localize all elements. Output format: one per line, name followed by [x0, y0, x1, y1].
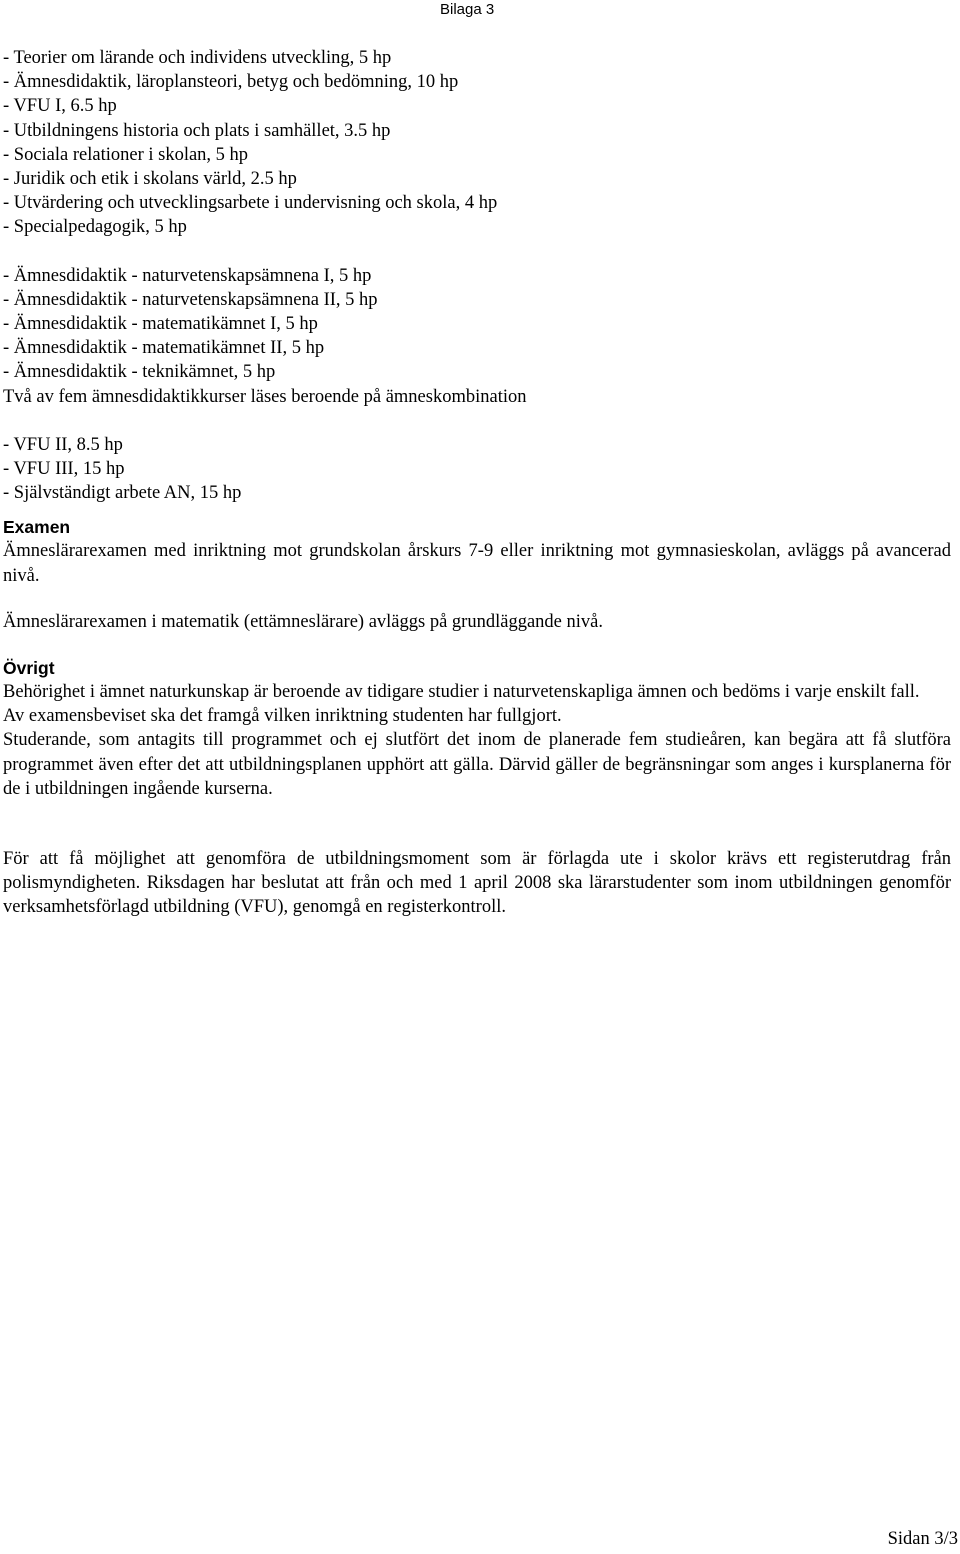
page-number: Sidan 3/3: [887, 1529, 958, 1549]
ovrigt-paragraph: Behörighet i ämnet naturkunskap är beroende av tidigare studier i naturvetenskapliga ämnen och bedöms i varje enskilt fall.: [3, 682, 920, 703]
ovrigt-paragraph: Av examensbeviset ska det framgå vilken inriktning studenten har fullgjort.: [3, 706, 562, 727]
course-item: - Ämnesdidaktik - matematikämnet II, 5 hp: [3, 338, 325, 359]
course-item: - Ämnesdidaktik - naturvetenskapsämnena I, 5 hp: [3, 265, 372, 286]
course-list-didactics: [3, 264, 951, 409]
examen-paragraph: Ämneslärarexamen med inriktning mot grundskolan årskurs 7-9 eller inriktning mot gymnasieskolan, avläggs på avancerad nivå.: [3, 541, 951, 586]
course-item: - Ämnesdidaktik, läroplansteori, betyg och bedömning, 10 hp: [3, 72, 459, 93]
course-item: - Ämnesdidaktik - teknikämnet, 5 hp: [3, 362, 276, 383]
document-body: [3, 46, 951, 920]
course-item: - Ämnesdidaktik - naturvetenskapsämnena II, 5 hp: [3, 289, 378, 310]
course-item: - Specialpedagogik, 5 hp: [3, 217, 187, 238]
course-item: - Utbildningens historia och plats i samhället, 3.5 hp: [3, 120, 391, 141]
course-item: - VFU III, 15 hp: [3, 459, 125, 480]
course-item: - Självständigt arbete AN, 15 hp: [3, 483, 242, 504]
course-item: - Utvärdering och utvecklingsarbete i undervisning och skola, 4 hp: [3, 193, 498, 214]
course-item: - Juridik och etik i skolans värld, 2.5 hp: [3, 169, 297, 190]
examen-heading: Examen: [3, 517, 71, 538]
course-list-general: [3, 46, 951, 240]
appendix-label: Bilaga 3: [440, 1, 495, 18]
course-item: - VFU I, 6.5 hp: [3, 96, 117, 117]
course-item: - Teorier om lärande och individens utveckling, 5 hp: [3, 48, 392, 68]
ovrigt-heading: Övrigt: [3, 658, 55, 679]
ovrigt-paragraph: För att få möjlighet att genomföra de utbildningsmoment som är förlagda ute i skolor krävs ett registerutdrag från polismyndigheten. Riksdagen har beslutat att från och med 1 april 2008 ska lärarstudenter som inom utbildningen genomför verksamhetsförlagd utbildning (VFU), genomgå en registerkontroll.: [3, 849, 951, 918]
course-note: Två av fem ämnesdidaktikkurser läses beroende på ämneskombination: [3, 386, 527, 407]
course-item: - Sociala relationer i skolan, 5 hp: [3, 144, 249, 165]
ovrigt-paragraph: Studerande, som antagits till programmet och ej slutfört det inom de planerade fem studieåren, kan begära att få slutföra programmet även efter det att utbildningsplanen upphört att gälla. Därvid gäller de begränsningar som anges i kursplanerna för de i utbildningen ingående kurserna.: [3, 730, 951, 799]
course-item: - Ämnesdidaktik - matematikämnet I, 5 hp: [3, 314, 318, 335]
course-item: - VFU II, 8.5 hp: [3, 434, 123, 455]
course-list-final: [3, 433, 951, 506]
examen-paragraph: Ämneslärarexamen i matematik (ettämneslärare) avläggs på grundläggande nivå.: [3, 611, 603, 632]
